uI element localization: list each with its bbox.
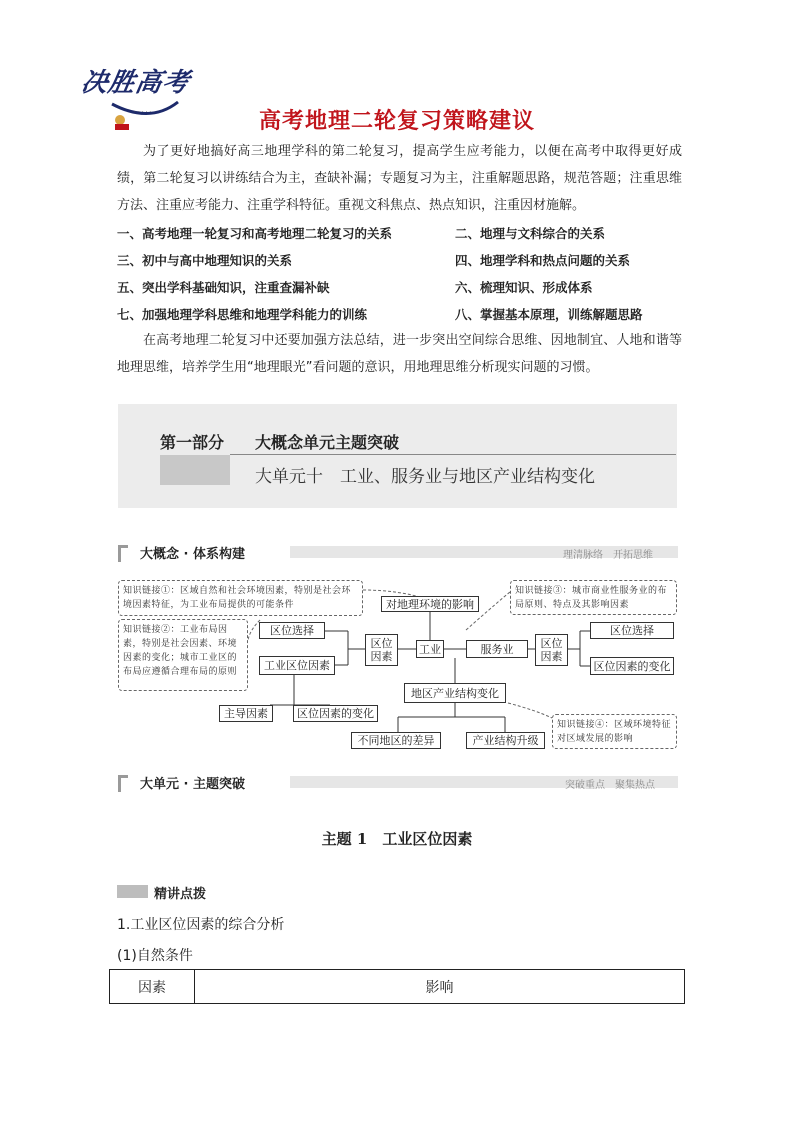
item1-subheading: (1)自然条件 bbox=[117, 948, 193, 964]
node-location-choice-left: 区位选择 bbox=[259, 622, 325, 639]
node-main-factor: 主导因素 bbox=[219, 705, 273, 722]
toc-item-4: 四、地理学科和热点问题的关系 bbox=[455, 253, 631, 268]
node-structure-upgrade: 产业结构升级 bbox=[466, 732, 545, 749]
table-header-impact: 影响 bbox=[195, 970, 685, 1004]
node-location-choice-right: 区位选择 bbox=[590, 622, 674, 639]
explain-block bbox=[117, 885, 148, 898]
node-factor-change-left: 区位因素的变化 bbox=[293, 705, 378, 722]
item1-heading: 1.工业区位因素的综合分析 bbox=[117, 917, 285, 933]
table-header-row bbox=[110, 970, 685, 1004]
banner-part-label: 第一部分 bbox=[160, 433, 225, 452]
section2-note: 突破重点 聚集热点 bbox=[565, 780, 655, 791]
node-services: 服务业 bbox=[466, 640, 528, 658]
intro-paragraph: 为了更好地搞好高三地理学科的第二轮复习，提高学生应考能力，以便在高考中取得更好成绩，第二轮复习以讲练结合为主，查缺补漏；专题复习为主，注重解题思路，规范答题；注重思维方法、注重应考能力、注重学科特征。重视文科焦点、热点知识，注重因材施解。 bbox=[117, 144, 682, 213]
logo-text: 决胜高考 bbox=[78, 68, 193, 98]
toc-item-3: 三、初中与高中地理知识的关系 bbox=[117, 253, 293, 268]
section-bracket-icon bbox=[118, 775, 128, 792]
knowledge-link-1: 知识链接①：区域自然和社会环境因素，特别是社会环境因素特征，为工业布局提供的可能条件 bbox=[118, 580, 363, 616]
toc-item-1: 一、高考地理一轮复习和高考地理二轮复习的关系 bbox=[117, 226, 393, 241]
explain-heading: 精讲点拨 bbox=[154, 887, 207, 902]
factors-table bbox=[109, 969, 685, 1004]
node-industry: 工业 bbox=[416, 640, 444, 658]
toc-item-7: 七、加强地理学科思维和地理学科能力的训练 bbox=[117, 307, 368, 322]
node-location-factors-right: 区位因素 bbox=[535, 634, 568, 666]
node-factor-change-right: 区位因素的变化 bbox=[590, 657, 674, 675]
toc-item-8: 八、掌握基本原理，训练解题思路 bbox=[455, 307, 643, 322]
knowledge-link-3: 知识链接③：城市商业性服务业的布局原则、特点及其影响因素 bbox=[510, 580, 677, 615]
toc-item-6: 六、梳理知识、形成体系 bbox=[455, 280, 593, 295]
node-structure-change: 地区产业结构变化 bbox=[404, 683, 506, 703]
node-industrial-location-factors: 工业区位因素 bbox=[259, 656, 335, 675]
knowledge-link-4: 知识链接④：区域环境特征对区域发展的影响 bbox=[552, 714, 677, 749]
section1-note: 理清脉络 开拓思维 bbox=[563, 550, 653, 561]
banner-title: 大概念单元主题突破 bbox=[255, 433, 400, 452]
section2-title: 大单元 · 主题突破 bbox=[140, 777, 245, 792]
node-environment-impact: 对地理环境的影响 bbox=[381, 596, 479, 612]
section1-title: 大概念 · 体系构建 bbox=[140, 547, 245, 562]
banner-subtitle: 大单元十 工业、服务业与地区产业结构变化 bbox=[255, 467, 595, 487]
table-header-factor: 因素 bbox=[110, 970, 195, 1004]
svg-text:· · · · ·: · · · · · bbox=[134, 109, 152, 116]
topic-title: 主题 1 工业区位因素 bbox=[321, 830, 473, 848]
document-title: 高考地理二轮复习策略建议 bbox=[258, 109, 535, 134]
toc-item-2: 二、地理与文科综合的关系 bbox=[455, 226, 606, 241]
node-location-factors-left: 区位因素 bbox=[365, 634, 398, 666]
closing-paragraph: 在高考地理二轮复习中还要加强方法总结，进一步突出空间综合思维、因地制宜、人地和谐等地理思维，培养学生用“地理眼光”看问题的意识，用地理思维分析现实问题的习惯。 bbox=[117, 333, 682, 375]
toc-item-5: 五、突出学科基础知识，注重查漏补缺 bbox=[117, 280, 330, 295]
knowledge-link-2: 知识链接②：工业布局因素，特别是社会因素、环境因素的变化；城市工业区的布局应遵循合理布局的原则 bbox=[118, 619, 248, 691]
node-regional-difference: 不同地区的差异 bbox=[351, 732, 441, 749]
